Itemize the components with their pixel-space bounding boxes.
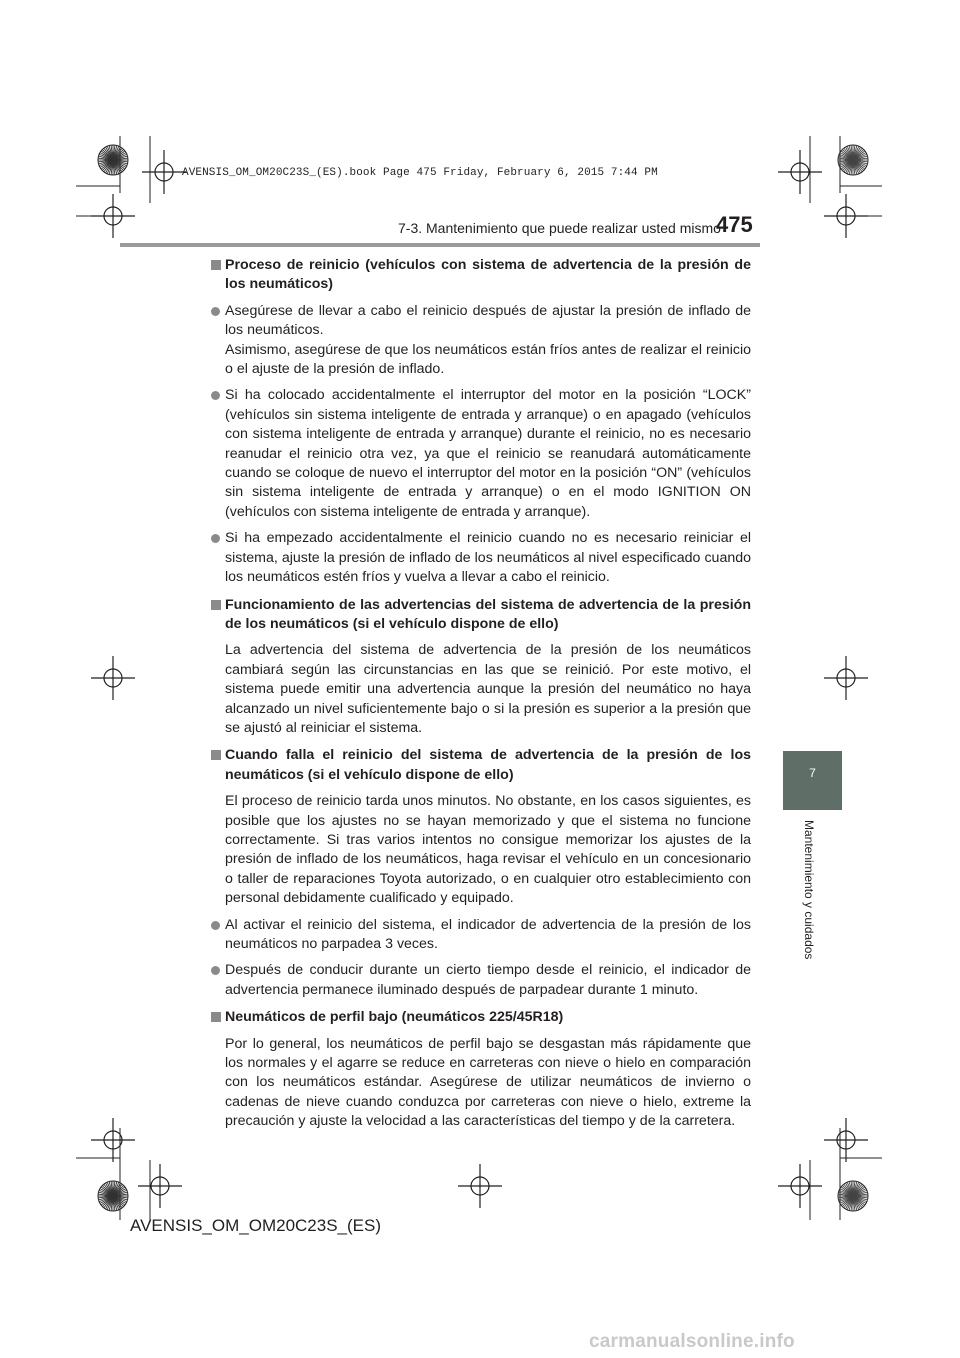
- bullet-item: Al activar el reinicio del sistema, el indicador de advertencia de la presión de los neumáticos no parpadea 3 veces.: [211, 916, 751, 955]
- section-title: Neumáticos de perfil bajo (neumáticos 225/45R18): [211, 1008, 751, 1027]
- section: [211, 596, 751, 739]
- paragraph: La advertencia del sistema de advertencia de la presión de los neumáticos cambiará según las circunstancias en las que se reinició. Por este motivo, el sistema puede emitir una advertencia aunque la presión del neumático no haya alcanzado un nivel suficientemente bajo o si la presión es superior a la presión que se ajustó al reiniciar el sistema.: [225, 642, 751, 736]
- bullet-item: Después de conducir durante un cierto tiempo desde el reinicio, el indicador de advertencia permanece iluminado después de parpadear durante 1 minuto.: [211, 961, 751, 1000]
- section-title: Funcionamiento de las advertencias del sistema de advertencia de la presión de los neumáticos (si el vehículo dispone de ello): [211, 596, 751, 635]
- page-number: 475: [716, 212, 753, 237]
- footer-code: AVENSIS_OM_OM20C23S_(ES): [130, 1216, 381, 1235]
- bullet-item: Si ha empezado accidentalmente el reinicio cuando no es necesario reiniciar el sistema, ajuste la presión de inflado de los neumáticos al nivel especificado cuando los neumáticos estén fríos y vuelva a llevar a cabo el reinicio.: [211, 529, 751, 587]
- paragraph: El proceso de reinicio tarda unos minutos. No obstante, en los casos siguientes, es posible que los ajustes no se hayan memorizado y que el sistema no funcione correctamente. Si tras varios intentos no consigue memorizar los ajustes de la presión de inflado de los neumáticos, haga revisar el vehículo en un concesionario o taller de reparaciones Toyota autorizado, o en cualquier otro establecimiento con personal debidamente cualificado y equipado.: [225, 793, 751, 907]
- square-bullet-icon: [211, 260, 221, 270]
- section-title: Cuando falla el reinicio del sistema de advertencia de la presión de los neumáticos (si el vehículo dispone de ello): [211, 746, 751, 785]
- watermark: carmanualsonline.info: [589, 1331, 795, 1352]
- section: [211, 256, 751, 588]
- section: [211, 1008, 751, 1131]
- round-bullet-icon: [211, 921, 220, 930]
- book-stamp: AVENSIS_OM_OM20C23S_(ES).book Page 475 Friday, February 6, 2015 7:44 PM: [182, 167, 658, 179]
- square-bullet-icon: [211, 750, 221, 760]
- round-bullet-icon: [211, 307, 220, 316]
- round-bullet-icon: [211, 534, 220, 543]
- square-bullet-icon: [211, 600, 221, 610]
- bullet-item: Si ha colocado accidentalmente el interruptor del motor en la posición “LOCK” (vehículos sin sistema inteligente de entrada y arranque) o en apagado (vehículos con sistema inteligente de entrada y arranque) durante el reinicio, no es necesario reanudar el reinicio otra vez, ya que el reinicio se reanudará automáticamente cuando se coloque de nuevo el interruptor del motor en la posición “ON” (vehículos sin sistema inteligente de entrada y arranque) o en el modo IGNITION ON (vehículos con sistema inteligente de entrada y arranque).: [211, 386, 751, 522]
- paragraph: Por lo general, los neumáticos de perfil bajo se desgastan más rápidamente que los normales y el agarre se reduce en carreteras con nieve o hielo en comparación con los neumáticos estándar. Asegúrese de utilizar neumáticos de invierno o cadenas de nieve cuando conduzca por carreteras con nieve o hielo, extreme la precaución y ajuste la velocidad a las características del tiempo y de la carretera.: [225, 1035, 751, 1130]
- chapter-tab: 7: [783, 751, 842, 810]
- round-bullet-icon: [211, 966, 220, 975]
- section-title: Proceso de reinicio (vehículos con sistema de advertencia de la presión de los neumáticos): [211, 256, 751, 295]
- section: [211, 746, 751, 1000]
- header-rule: [120, 243, 760, 247]
- round-bullet-icon: [211, 391, 220, 400]
- square-bullet-icon: [211, 1012, 221, 1022]
- body-content: [211, 256, 751, 1140]
- running-header: 7-3. Mantenimiento que puede realizar usted mismo: [398, 220, 721, 236]
- chapter-side-label: Mantenimiento y cuidados: [802, 820, 816, 960]
- bullet-item: Asegúrese de llevar a cabo el reinicio después de ajustar la presión de inflado de los neumáticos. Asimismo, asegúrese de que los neumáticos están fríos antes de realizar el reinicio o el ajuste de la presión de inflado.: [211, 302, 751, 380]
